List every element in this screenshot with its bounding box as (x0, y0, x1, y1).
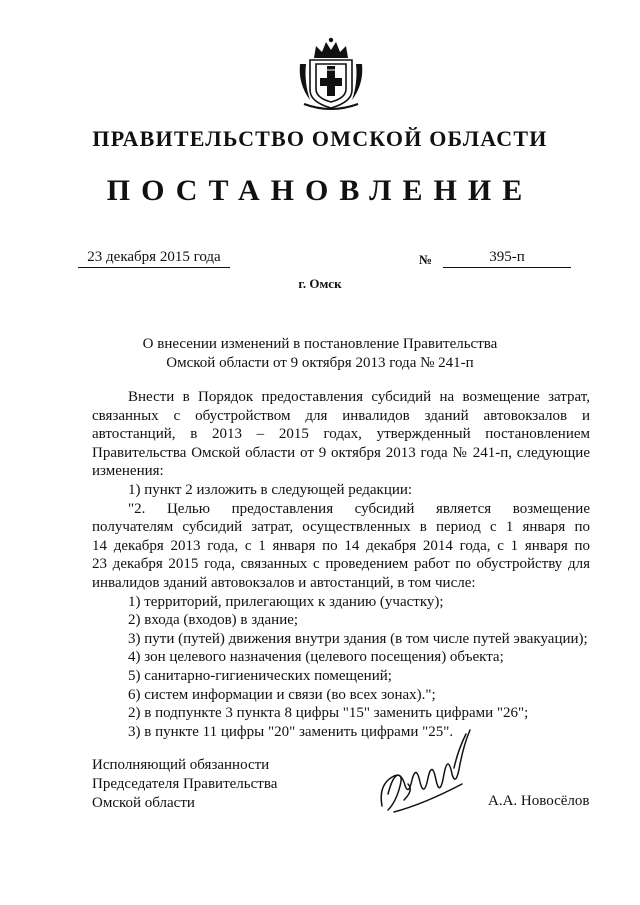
body-line: 4) зон целевого назначения (целевого посещения) объекта; (128, 649, 504, 666)
body-line: Внести в Порядок предоставления субсидий на возмещение затрат, (128, 389, 590, 405)
body-line: получателям субсидий затрат, осуществленных в период с 1 января по (92, 519, 590, 536)
body-line: Правительства Омской области от 9 октября 2013 года № 241-п, следующие (92, 444, 590, 461)
signatory-position (92, 756, 277, 813)
body-line: инвалидов зданий автовокзалов и автостанций, в том числе: (92, 574, 476, 591)
body-line: связанных с обустройством для инвалидов зданий автовокзалов и (92, 407, 590, 424)
position-line: Председателя Правительства (92, 776, 278, 792)
document-body (92, 388, 590, 741)
body-line: 23 декабря 2015 года, связанных с проведением работ по обустройству для (92, 556, 590, 573)
signature-icon (374, 724, 478, 824)
body-line: автостанций, в 2013 – 2015 годах, утвержденный постановлением (92, 426, 590, 443)
document-number: 395-п (443, 248, 571, 268)
body-line: 14 декабря 2013 года, с 1 января по 14 декабря 2014 года, с 1 января по (92, 537, 590, 554)
body-line: 5) санитарно-гигиенических помещений; (128, 667, 392, 684)
body-line: 2) входа (входов) в здание; (128, 612, 299, 629)
body-line: 2) в подпункте 3 пункта 8 цифры "15" заменить цифрами "26"; (128, 705, 529, 722)
body-line: "2. Целью предоставления субсидий является возмещение (128, 500, 590, 517)
position-line: Исполняющий обязанности (92, 757, 270, 773)
body-line: 1) территорий, прилегающих к зданию (участку); (128, 593, 444, 610)
body-line: 1) пункт 2 изложить в следующей редакции: (128, 481, 413, 498)
coat-of-arms-icon (296, 34, 366, 112)
position-line: Омской области (92, 795, 195, 811)
body-line: изменения: (92, 463, 164, 480)
number-label: № (419, 252, 433, 267)
city-label: г. Омск (298, 276, 342, 291)
signatory-name: А.А. Новосёлов (488, 793, 590, 809)
body-line: 3) в пункте 11 цифры "20" заменить цифрами "25". (128, 723, 454, 740)
document-date: 23 декабря 2015 года (78, 248, 230, 268)
body-line: 3) пути (путей) движения внутри здания (в том числе путей эвакуации); (128, 630, 588, 647)
subject-line: Омской области от 9 октября 2013 года № 241-п (166, 355, 474, 371)
document-subject (0, 335, 640, 373)
government-title: ПРАВИТЕЛЬСТВО ОМСКОЙ ОБЛАСТИ (92, 126, 548, 151)
body-line: 6) систем информации и связи (во всех зонах)."; (128, 686, 436, 703)
document-type-title: ПОСТАНОВЛЕНИЕ (106, 174, 534, 207)
subject-line: О внесении изменений в постановление Правительства (142, 336, 498, 352)
